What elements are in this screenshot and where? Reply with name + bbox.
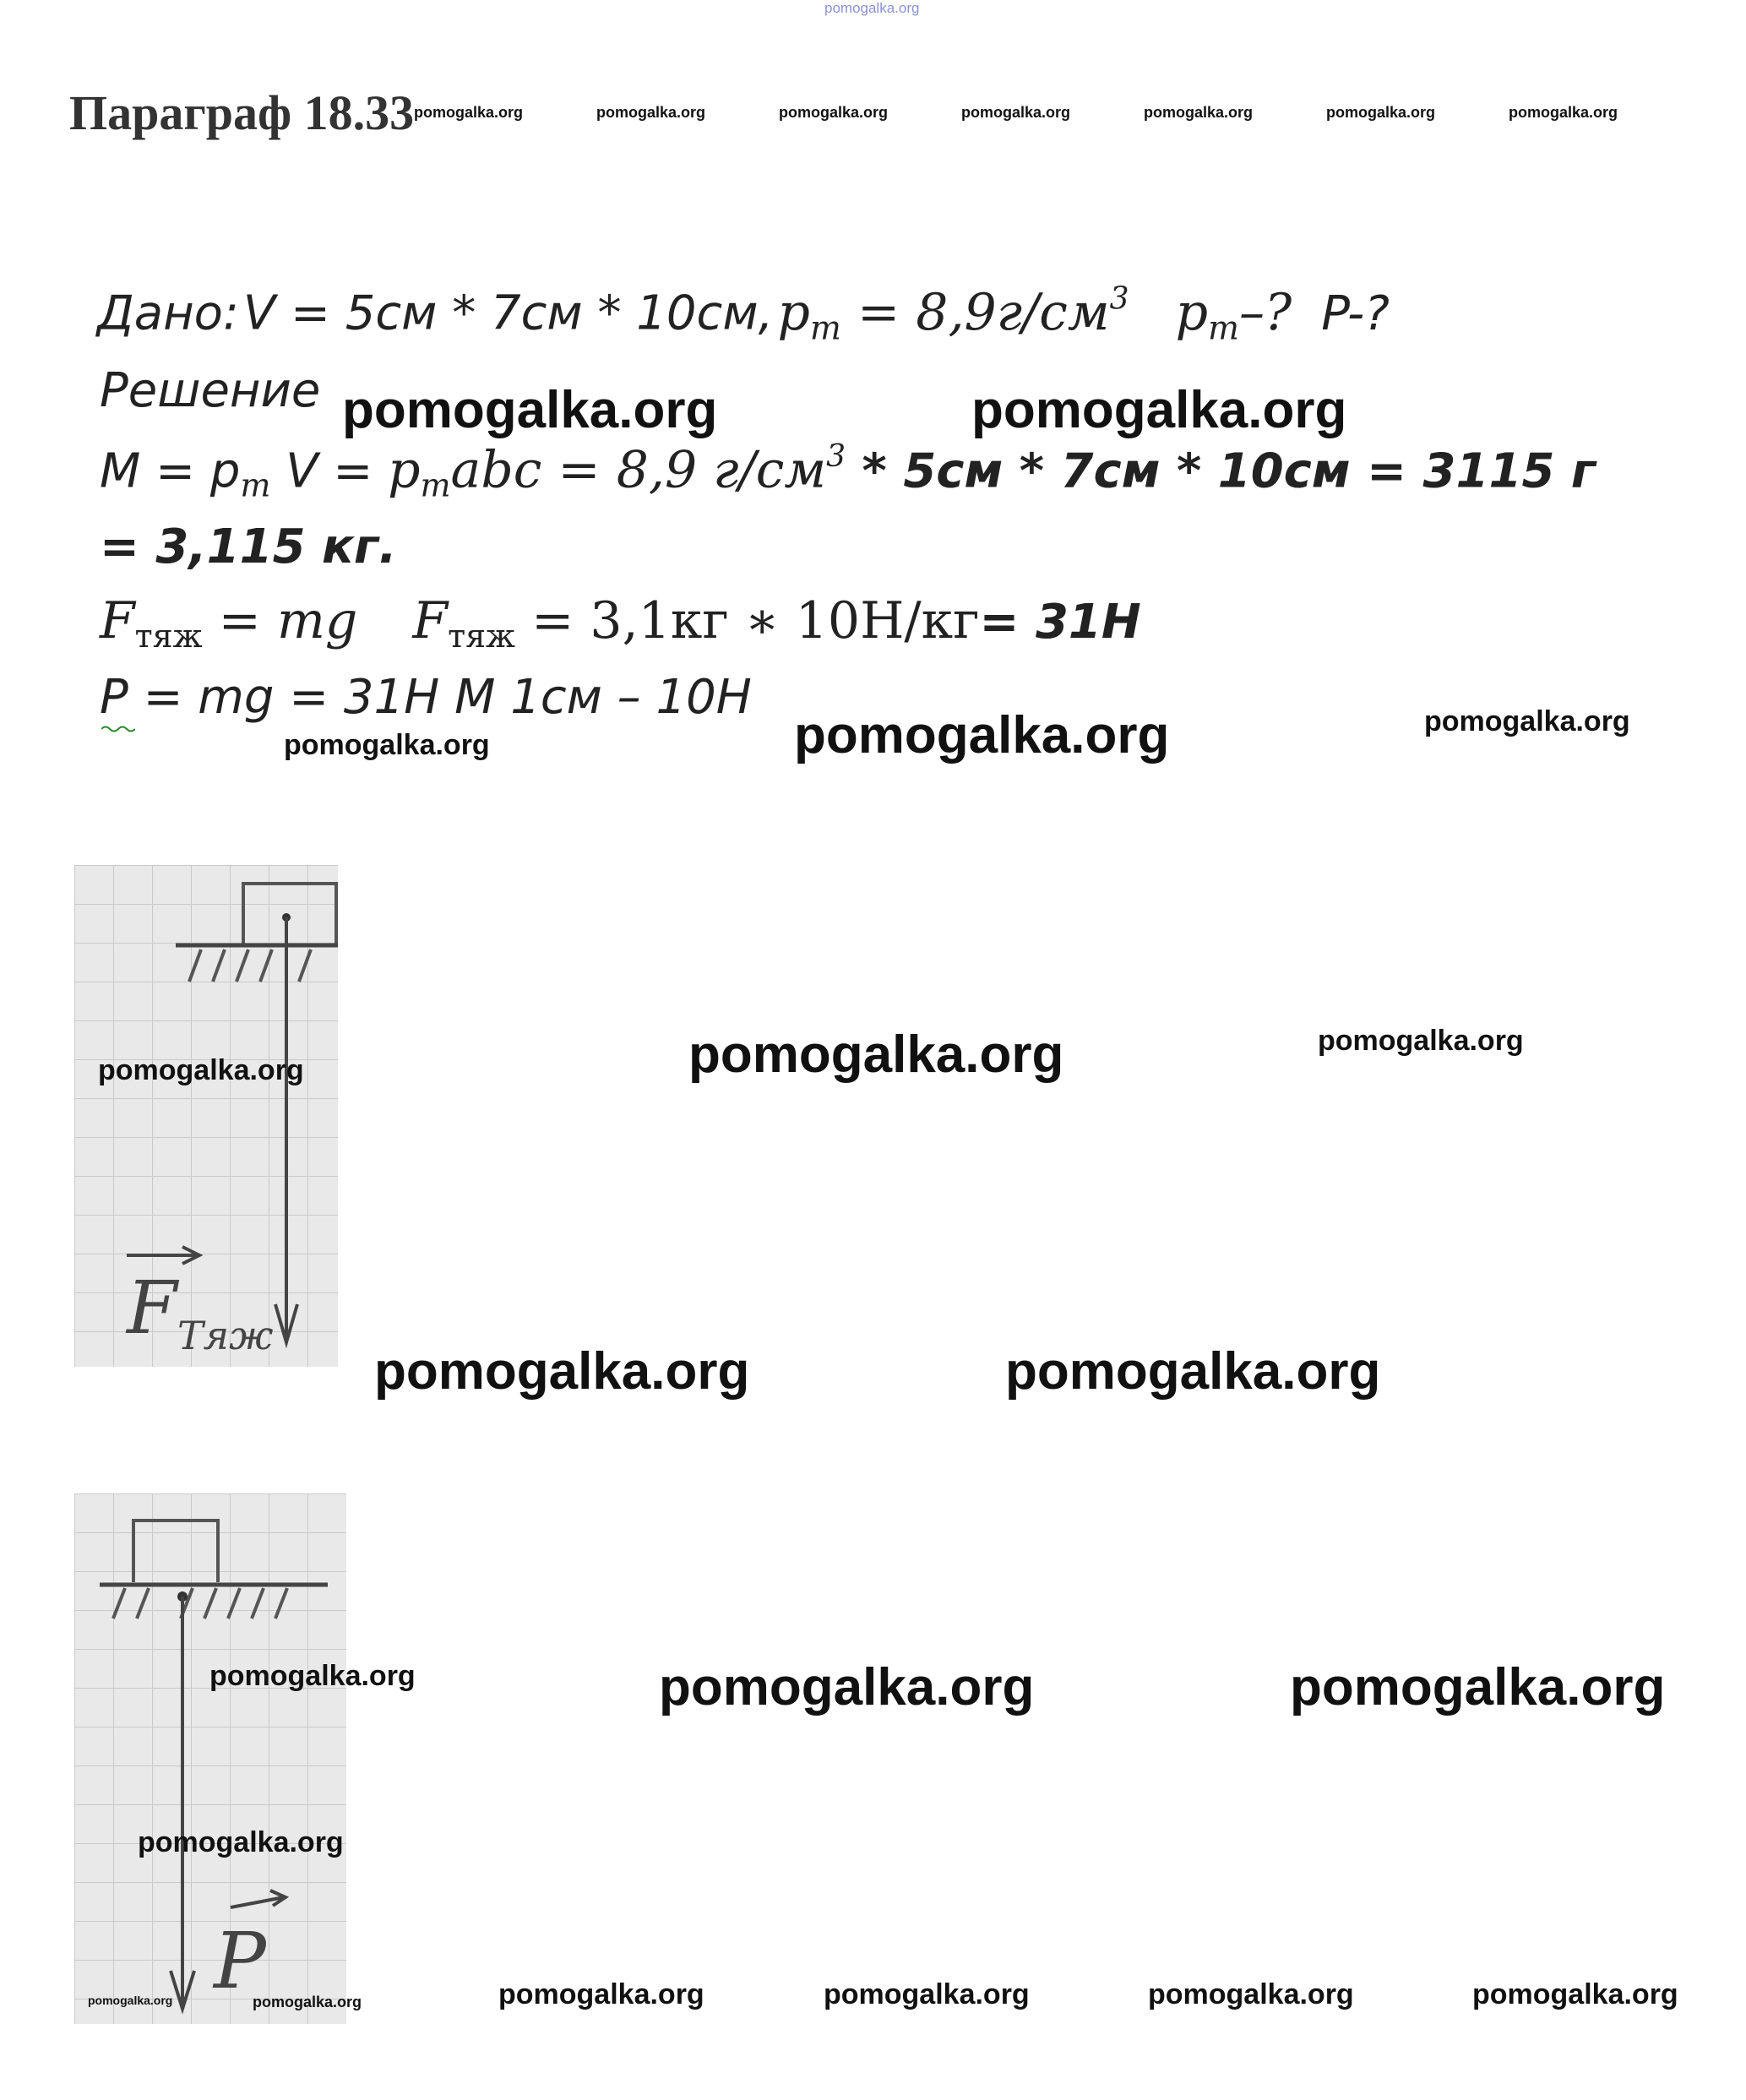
watermark: pomogalka.org: [961, 104, 1071, 121]
watermark: pomogalka.org: [98, 1054, 304, 1086]
find-density: $p_m-$?: [1175, 282, 1292, 347]
solution-heading: Решение: [100, 363, 321, 418]
watermark: pomogalka.org: [498, 1978, 704, 2010]
spellcheck-squiggle: [101, 725, 135, 733]
weight-vector-label: P: [214, 1916, 266, 2006]
gravity-vector-label: F: [127, 1266, 177, 1351]
watermark: pomogalka.org: [1148, 1978, 1354, 2010]
watermark: pomogalka.org: [414, 104, 524, 121]
watermark: pomogalka.org: [1318, 1025, 1524, 1057]
sketch-drawing: [74, 1493, 346, 2024]
watermark: pomogalka.org: [88, 1994, 173, 2007]
mass-line: $M = p_m$ $V = p_mabc = 8,9$ $г/см^3 * 5см * 7см * 10см = 3115$ г: [100, 439, 1596, 504]
watermark: pomogalka.org: [138, 1826, 344, 1858]
watermark: pomogalka.org: [253, 1994, 362, 2010]
watermark: pomogalka.org: [779, 104, 889, 121]
watermark: pomogalka.org: [1144, 104, 1254, 121]
given-label: Дано:: [97, 286, 239, 341]
given-line: [97, 281, 1390, 347]
sketch-drawing: [74, 865, 338, 1367]
watermark: pomogalka.org: [1005, 1342, 1381, 1401]
given-volume: V = 5см * 7см * 10см,: [242, 286, 774, 341]
watermark: pomogalka.org: [1424, 705, 1630, 737]
watermark: pomogalka.org: [1509, 104, 1618, 121]
watermark: pomogalka.org: [1472, 1978, 1678, 2010]
find-weight: P-?: [1321, 286, 1390, 341]
mass-line-continued: = 3,115 кг.: [100, 520, 397, 574]
watermark: pomogalka.org: [794, 706, 1170, 764]
weight-line: P = mg = 31H M 1см – 10H: [100, 670, 752, 725]
gravity-force-sketch: [74, 865, 338, 1367]
watermark: pomogalka.org: [1290, 1658, 1666, 1716]
page-title: Параграф 18.33: [69, 85, 415, 140]
watermark: pomogalka.org: [284, 729, 490, 761]
watermark: pomogalka.org: [596, 104, 706, 121]
gravity-force-line: $F_{тяж}$ = mg $F_{тяж} = 3,1кг$ ∗ 10Н/кг= 31H: [100, 591, 1141, 655]
top-watermark: pomogalka.org: [824, 0, 920, 16]
given-density: $p_m = 8,9г/см^3$: [777, 281, 1129, 347]
watermark: pomogalka.org: [688, 1026, 1064, 1084]
watermark: pomogalka.org: [374, 1342, 750, 1401]
watermark: pomogalka.org: [342, 381, 718, 439]
gravity-subscript-label: Тяж: [177, 1313, 274, 1358]
watermark: pomogalka.org: [659, 1658, 1035, 1716]
watermark: pomogalka.org: [824, 1978, 1030, 2010]
watermark: pomogalka.org: [1326, 104, 1436, 121]
watermark: pomogalka.org: [209, 1660, 416, 1692]
watermark: pomogalka.org: [971, 381, 1347, 439]
weight-sketch: [74, 1493, 346, 2024]
